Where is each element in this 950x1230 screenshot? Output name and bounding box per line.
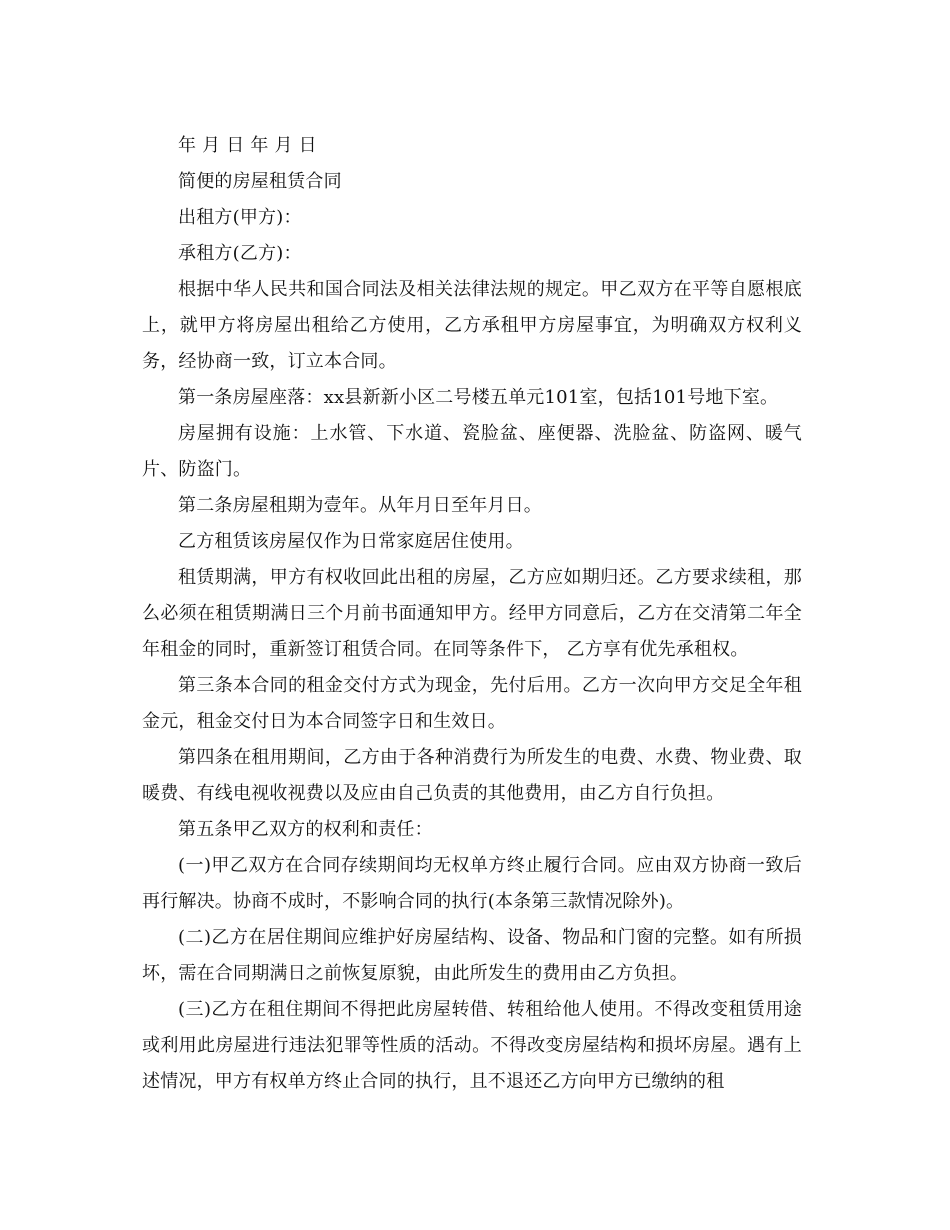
- article-2-term: 第二条房屋租期为壹年。从年月日至年月日。: [178, 495, 542, 516]
- article-5-clause-2: (二)乙方在居住期间应维护好房屋结构、设备、物品和门窗的完整。如有所损坏，需在合同期满日之前恢复原貌，由此所发生的费用由乙方负担。: [142, 927, 802, 984]
- contract-title: 简便的房屋租赁合同: [178, 171, 342, 192]
- article-2-renewal: 租赁期满，甲方有权收回此出租的房屋，乙方应如期归还。乙方要求续租，那么必须在租赁期满日三个月前书面通知甲方。经甲方同意后，乙方在交清第二年全年租金的同时，重新签订租赁合同。在同等条件下， 乙方享有优先承租权。: [142, 567, 802, 660]
- article-1-location: 第一条房屋座落：xx县新新小区二号楼五单元101室，包括101号地下室。: [178, 387, 779, 408]
- document-body: [142, 128, 802, 1100]
- article-3-rent-payment: 第三条本合同的租金交付方式为现金，先付后用。乙方一次向甲方交足全年租金元，租金交付日为本合同签字日和生效日。: [142, 675, 802, 732]
- article-5-clause-3: (三)乙方在租住期间不得把此房屋转借、转租给他人使用。不得改变租赁用途或利用此房屋进行违法犯罪等性质的活动。不得改变房屋结构和损坏房屋。遇有上述情况，甲方有权单方终止合同的执行，且不退还乙方向甲方已缴纳的租: [142, 999, 802, 1092]
- article-2-usage: 乙方租赁该房屋仅作为日常家庭居住使用。: [178, 531, 524, 552]
- article-5-heading: 第五条甲乙双方的权利和责任：: [178, 819, 433, 840]
- article-4-expenses: 第四条在租用期间，乙方由于各种消费行为所发生的电费、水费、物业费、取暖费、有线电视收视费以及应由自己负责的其他费用，由乙方自行负担。: [142, 747, 802, 804]
- article-5-clause-1: (一)甲乙双方在合同存续期间均无权单方终止履行合同。应由双方协商一致后再行解决。协商不成时，不影响合同的执行(本条第三款情况除外)。: [142, 855, 802, 912]
- lessor-line: 出租方(甲方)：: [178, 207, 302, 228]
- date-line: 年 月 日 年 月 日: [178, 135, 317, 156]
- lessee-line: 承租方(乙方)：: [178, 243, 302, 264]
- preamble-paragraph: 根据中华人民共和国合同法及相关法律法规的规定。甲乙双方在平等自愿根底上，就甲方将房屋出租给乙方使用，乙方承租甲方房屋事宜，为明确双方权利义务，经协商一致，订立本合同。: [142, 279, 802, 372]
- article-1-facilities: 房屋拥有设施：上水管、下水道、瓷脸盆、座便器、洗脸盆、防盗网、暖气片、防盗门。: [142, 423, 802, 480]
